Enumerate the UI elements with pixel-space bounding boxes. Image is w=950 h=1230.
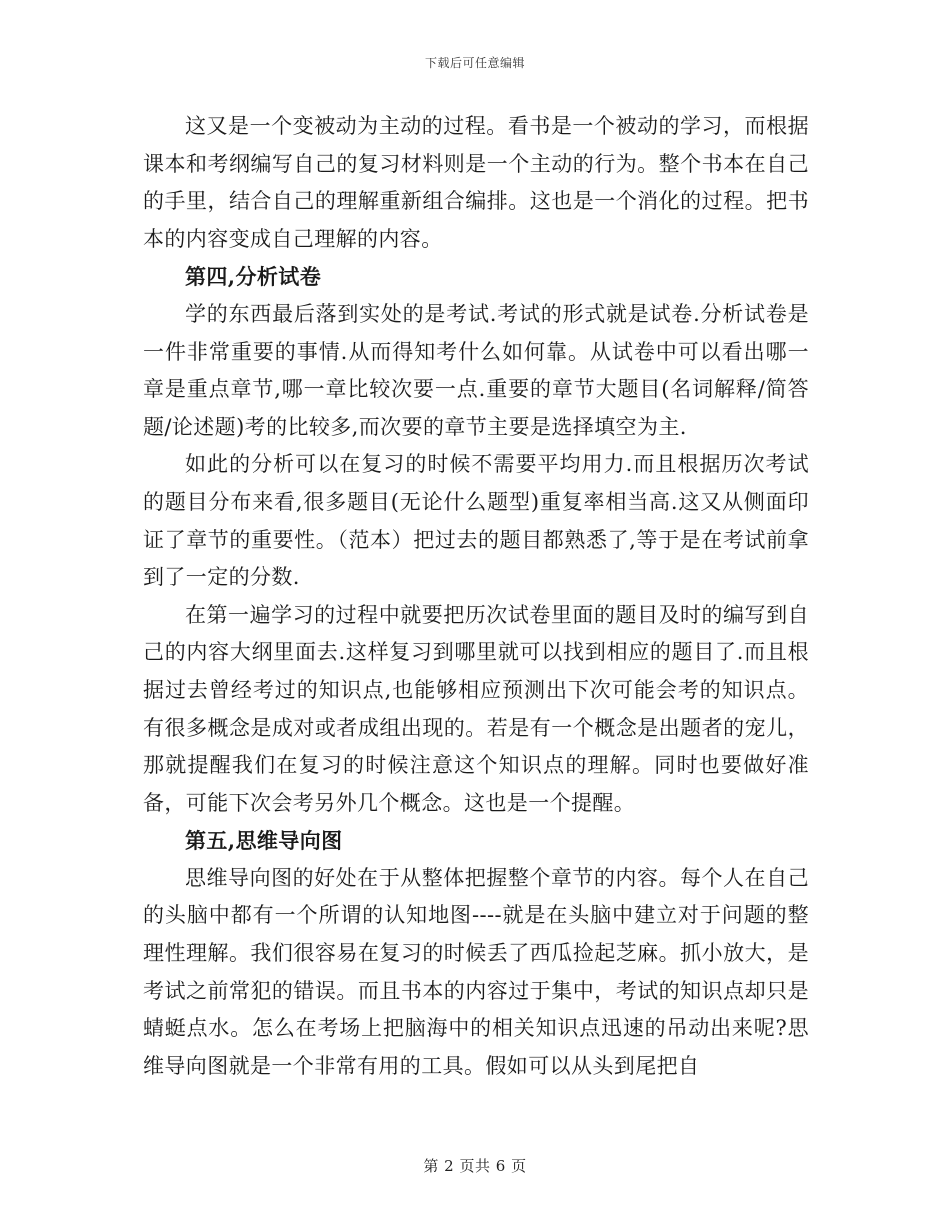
paragraph-2: 学的东西最后落到实处的是考试.考试的形式就是试卷.分析试卷是一件非常重要的事情.从而得知考什么如何靠。从试卷中可以看出哪一章是重点章节,哪一章比较次要一点.重要的章节大题目(名词解释/简答题/论述题)考的比较多,而次要的章节主要是选择填空为主. <box>143 301 809 439</box>
page-header: 下载后可任意编辑 <box>424 56 525 70</box>
page-footer: 第 2 页共 6 页 <box>423 1157 527 1175</box>
section-heading-5: 第五,思维导向图 <box>185 828 343 854</box>
section-heading-4: 第四,分析试卷 <box>185 264 322 290</box>
document-body <box>143 108 809 1085</box>
paragraph-5: 思维导向图的好处在于从整体把握整个章节的内容。每个人在自己的头脑中都有一个所谓的认知地图----就是在头脑中建立对于问题的整理性理解。我们很容易在复习的时候丢了西瓜捡起芝麻。抓小放大，是考试之前常犯的错误。而且书本的内容过于集中，考试的知识点却只是蜻蜓点水。怎么在考场上把脑海中的相关知识点迅速的吊动出来呢?思维导向图就是一个非常有用的工具。假如可以从头到尾把自 <box>143 865 809 1078</box>
paragraph-4: 在第一遍学习的过程中就要把历次试卷里面的题目及时的编写到自己的内容大纲里面去.这样复习到哪里就可以找到相应的题目了.而且根据过去曾经考过的知识点,也能够相应预测出下次可能会考的知识点。有很多概念是成对或者成组出现的。若是有一个概念是出题者的宠儿，那就提醒我们在复习的时候注意这个知识点的理解。同时也要做好准备，可能下次会考另外几个概念。这也是一个提醒。 <box>143 602 809 815</box>
paragraph-1: 这又是一个变被动为主动的过程。看书是一个被动的学习，而根据课本和考纲编写自己的复习材料则是一个主动的行为。整个书本在自己的手里，结合自己的理解重新组合编排。这也是一个消化的过程。把书本的内容变成自己理解的内容。 <box>143 114 809 251</box>
paragraph-3: 如此的分析可以在复习的时候不需要平均用力.而且根据历次考试的题目分布来看,很多题目(无论什么题型)重复率相当高.这又从侧面印证了章节的重要性。（范本）把过去的题目都熟悉了,等于是在考试前拿到了一定的分数. <box>143 452 809 590</box>
